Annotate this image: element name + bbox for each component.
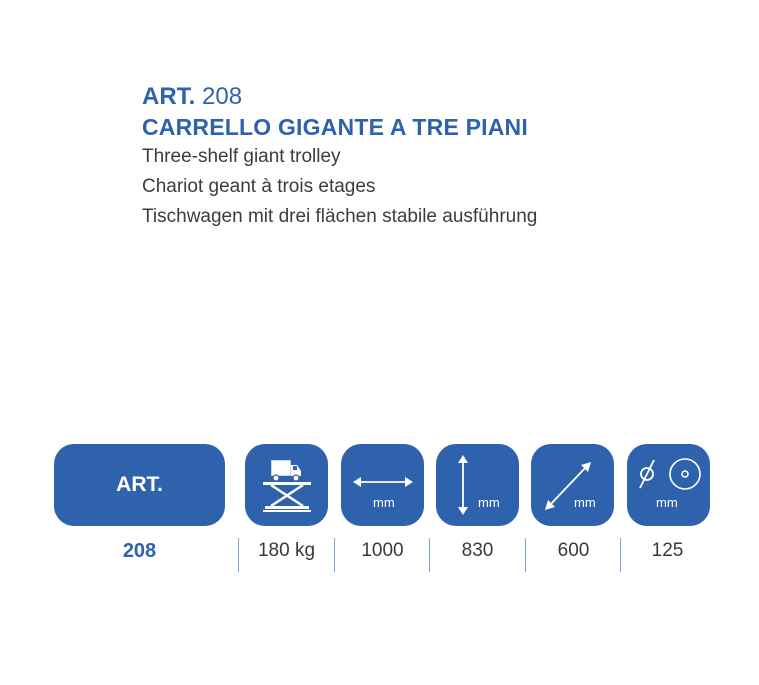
description-french: Chariot geant à trois etages (142, 176, 376, 197)
description-german: Tischwagen mit drei flächen stabile ausführung (142, 206, 538, 227)
wheel-unit: mm (656, 495, 678, 510)
truck-lift-icon (245, 444, 328, 526)
depth-unit: mm (574, 495, 596, 510)
depth-arrow-icon (531, 444, 614, 526)
height-value: 830 (461, 540, 494, 561)
load-capacity-tile (245, 444, 328, 526)
product-title: CARRELLO GIGANTE A TRE PIANI (142, 114, 528, 140)
wheel-diameter-icon (627, 444, 710, 526)
article-label: ART. (142, 83, 196, 110)
art-value: 208 (122, 540, 157, 562)
art-header-tile (54, 444, 225, 526)
width-unit: mm (373, 495, 395, 510)
description-english: Three-shelf giant trolley (142, 146, 341, 167)
depth-tile (531, 444, 614, 526)
width-tile (341, 444, 424, 526)
width-arrow-icon (341, 444, 424, 526)
height-unit: mm (478, 495, 500, 510)
load-capacity-value: 180 kg (257, 540, 316, 561)
article-line (142, 82, 537, 112)
wheel-diameter-value: 125 (651, 540, 684, 561)
depth-value: 600 (557, 540, 590, 561)
height-arrow-icon (436, 444, 519, 526)
width-value: 1000 (361, 540, 404, 561)
wheel-tile (627, 444, 710, 526)
article-number: 208 (202, 83, 243, 110)
height-tile (436, 444, 519, 526)
art-header-label: ART. (116, 473, 163, 496)
product-header (142, 82, 537, 232)
